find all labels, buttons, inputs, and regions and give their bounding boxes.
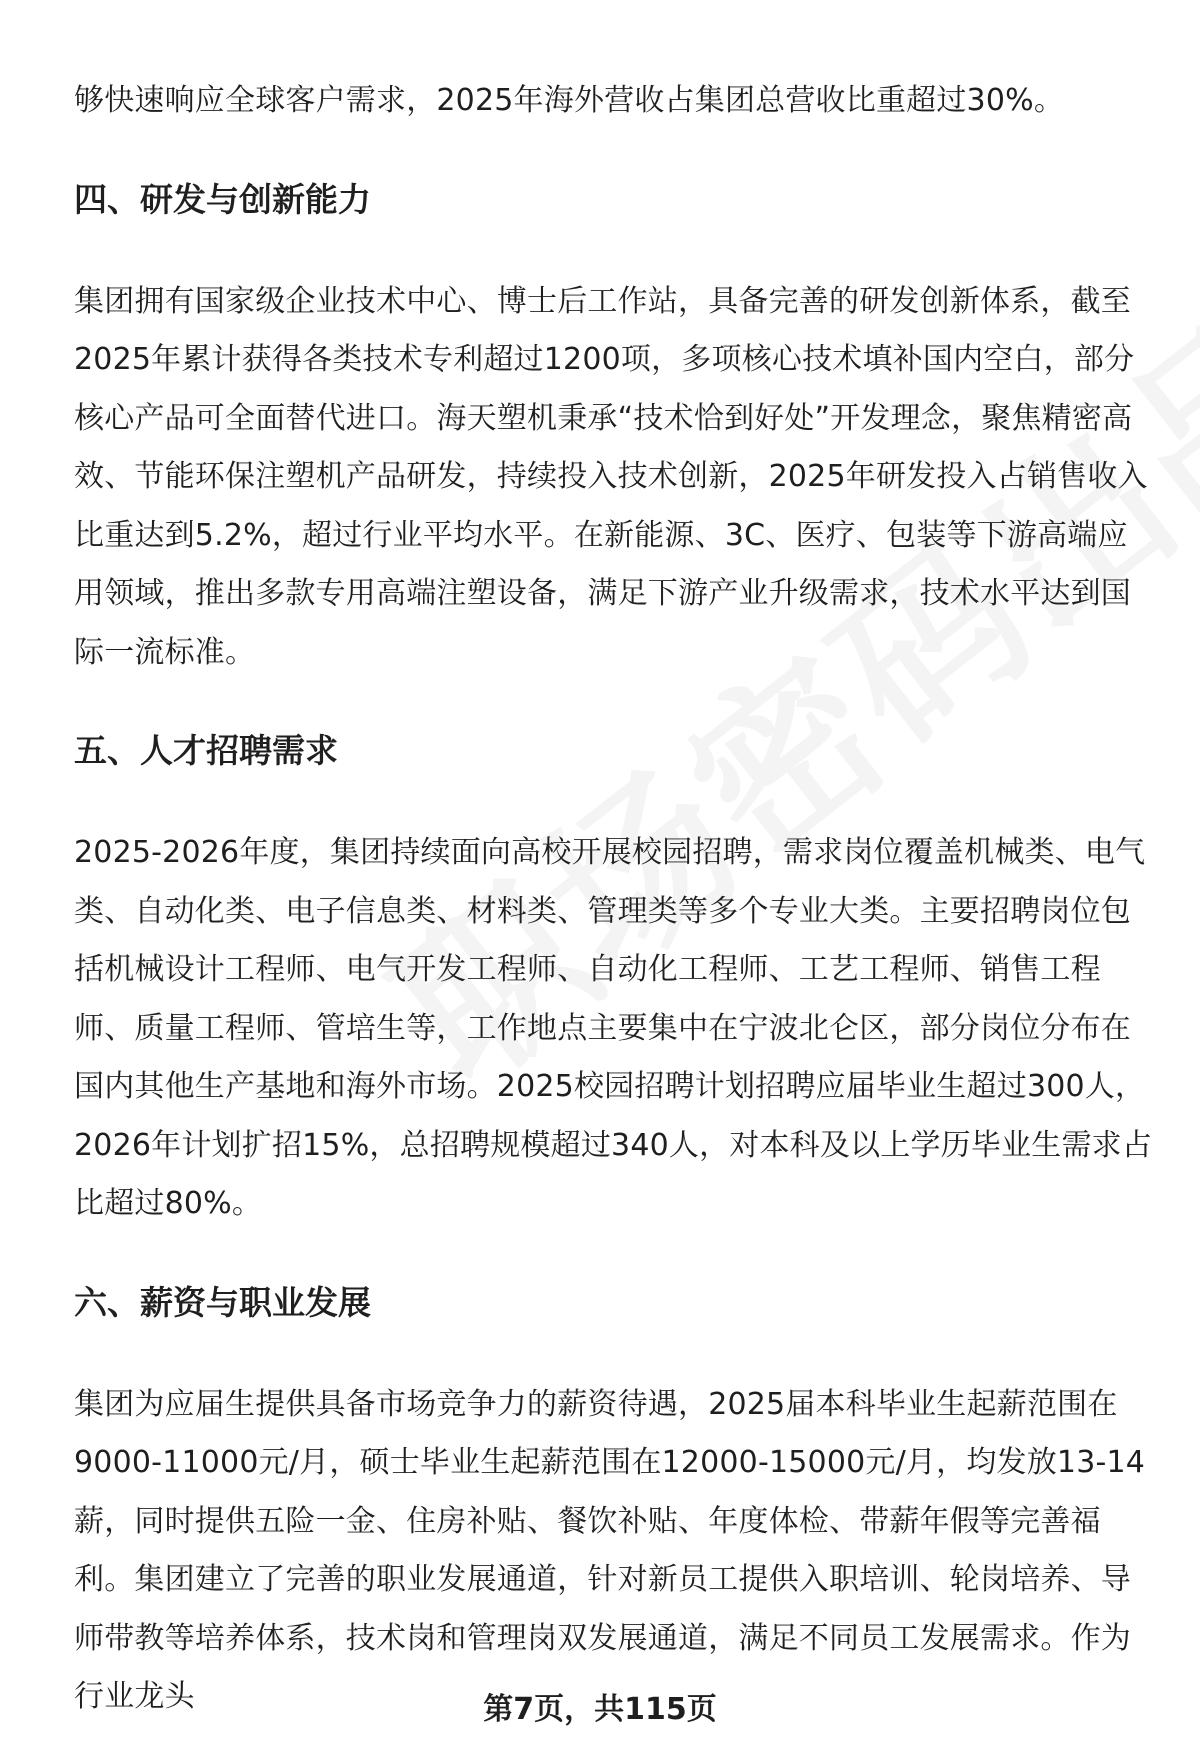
intro-paragraph-tail: 够快速响应全球客户需求，2025年海外营收占集团总营收比重超过30%。 [74, 83, 1065, 118]
section-heading-salary: 六、薪资与职业发展 [74, 1282, 371, 1322]
page-number-footer: 第7页，共115页 [483, 1692, 717, 1727]
section-heading-rnd: 四、研发与创新能力 [74, 179, 371, 219]
document-content [74, 72, 1154, 1727]
section-body-salary: 集团为应届生提供具备市场竞争力的薪资待遇，2025届本科毕业生起薪范围在9000-11000元/月，硕士毕业生起薪范围在12000-15000元/月，均发放13-14薪，同时提供五险一金、住房补贴、餐饮补贴、年度体检、带薪年假等完善福利。集团建立了完善的职业发展通道，针对新员工提供入职培训、轮岗培养、导师带教等培养体系，技术岗和管理岗双发展通道，满足不同员工发展需求。作为行业龙头 [74, 1386, 1146, 1714]
section-body-recruitment: 2025-2026年度，集团持续面向高校开展校园招聘，需求岗位覆盖机械类、电气类、自动化类、电子信息类、材料类、管理类等多个专业大类。主要招聘岗位包括机械设计工程师、电气开发工程师、自动化工程师、工艺工程师、销售工程师、质量工程师、管培生等，工作地点主要集中在宁波北仑区，部分岗位分布在国内其他生产基地和海外市场。2025校园招聘计划招聘应届毕业生超过300人，2026年计划扩招15%，总招聘规模超过340人，对本科及以上学历毕业生需求占比超过80%。 [74, 835, 1153, 1221]
section-heading-recruitment: 五、人才招聘需求 [74, 731, 338, 770]
section-body-rnd: 集团拥有国家级企业技术中心、博士后工作站，具备完善的研发创新体系，截至2025年累计获得各类技术专利超过1200项，多项核心技术填补国内空白，部分核心产品可全面替代进口。海天塑机秉承“技术恰到好处”开发理念，聚焦精密高效、节能环保注塑机产品研发，持续投入技术创新，2025年研发投入占销售收入比重达到5.2%，超过行业平均水平。在新能源、3C、医疗、包装等下游高端应用领域，推出多款专用高端注塑设备，满足下游产业升级需求，技术水平达到国际一流标准。 [74, 283, 1148, 670]
